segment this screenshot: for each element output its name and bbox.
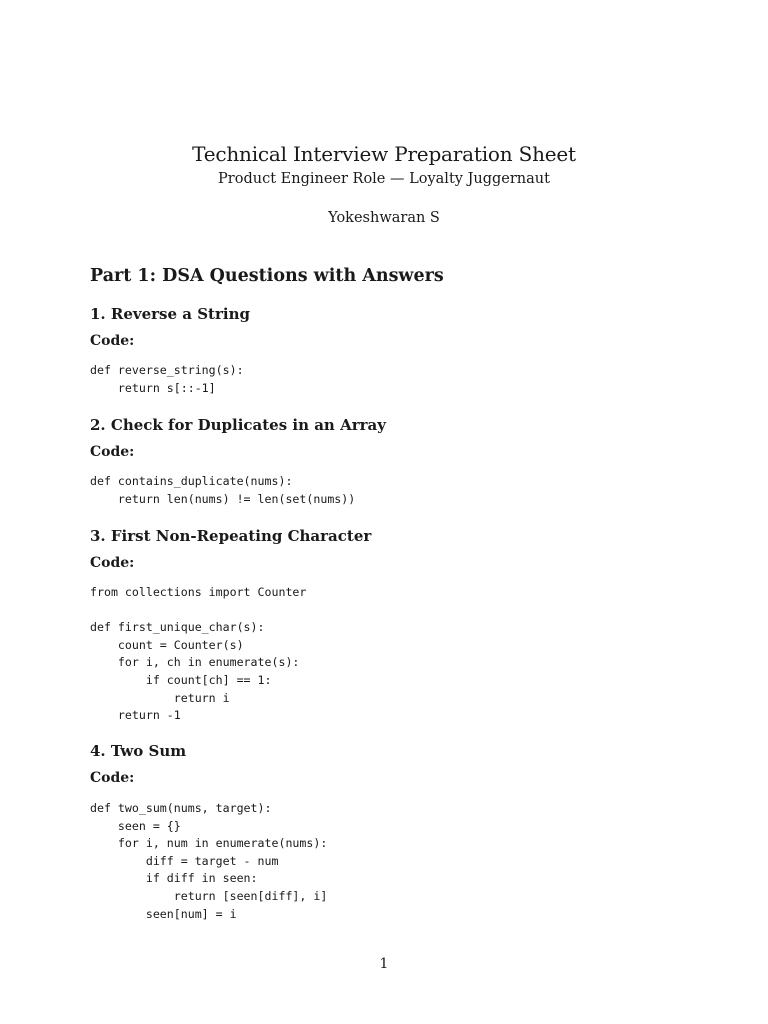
part-heading: Part 1: DSA Questions with Answers — [90, 266, 444, 286]
code-block: from collections import Counter def first_unique_char(s): count = Counter(s) for i, ch in enumerate(s): if count[ch] == 1: return i return -1 — [90, 585, 307, 723]
code-block: def two_sum(nums, target): seen = {} for i, num in enumerate(nums): diff = target - num if diff in seen: return [seen[diff], i] seen[num] = i — [90, 801, 328, 921]
code-label: Code: — [90, 333, 135, 349]
question-heading: 1. Reverse a String — [90, 305, 250, 323]
code-block: def reverse_string(s): return s[::-1] — [90, 363, 244, 395]
code-block: def contains_duplicate(nums): return len(nums) != len(set(nums)) — [90, 474, 356, 506]
document-title: Technical Interview Preparation Sheet — [192, 142, 576, 166]
code-label: Code: — [90, 444, 135, 460]
question-heading: 4. Two Sum — [90, 742, 187, 760]
code-label: Code: — [90, 555, 135, 571]
question-heading: 2. Check for Duplicates in an Array — [90, 416, 386, 434]
code-label: Code: — [90, 770, 135, 786]
page-number: 1 — [379, 956, 389, 972]
document-subtitle: Product Engineer Role — Loyalty Juggernaut — [218, 171, 550, 187]
document-author: Yokeshwaran S — [328, 210, 440, 226]
question-heading: 3. First Non-Repeating Character — [90, 527, 372, 545]
